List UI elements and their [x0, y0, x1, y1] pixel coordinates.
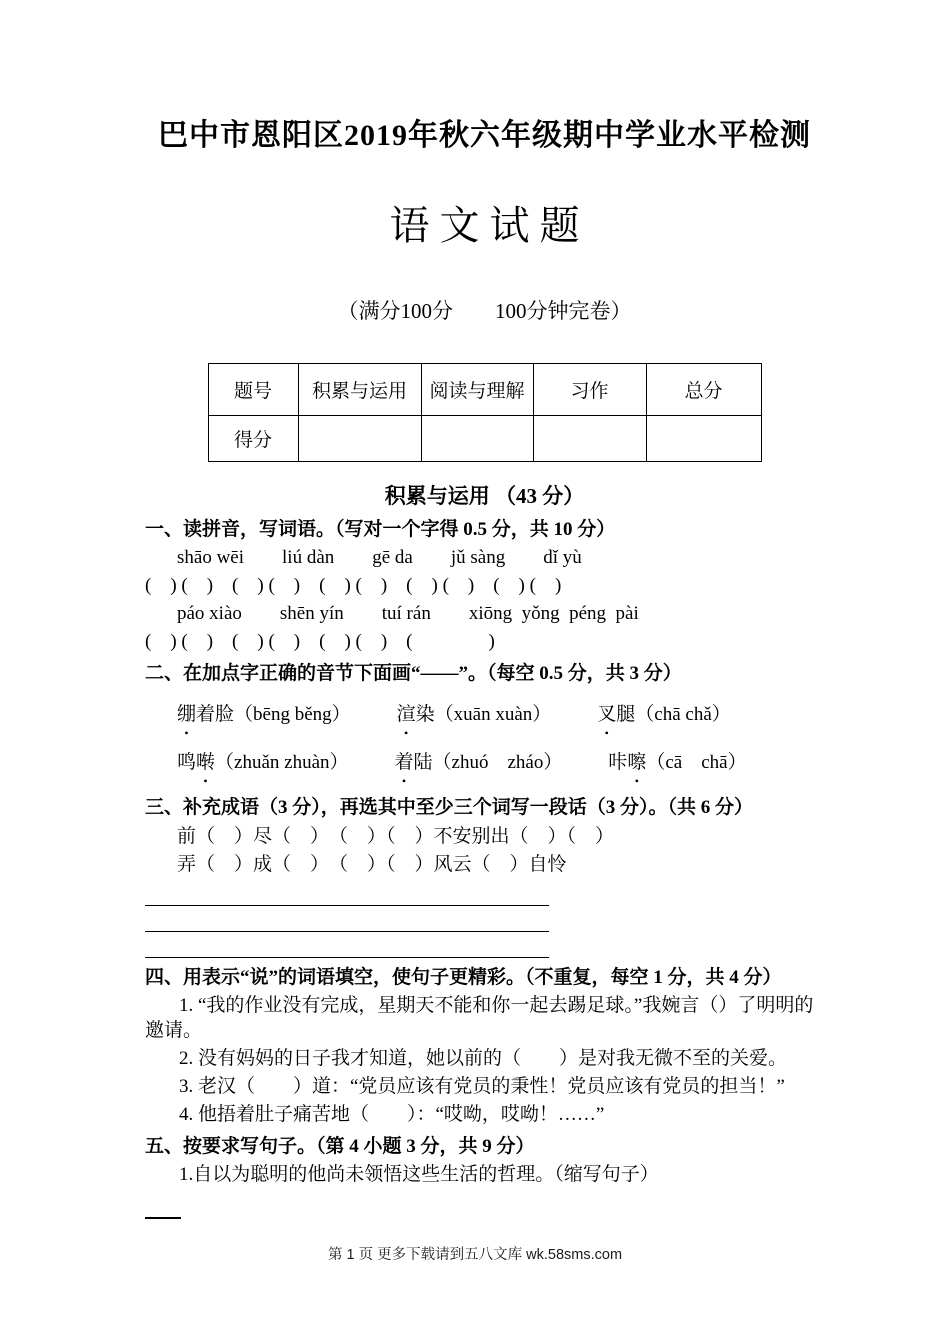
- score-input-cell-1: [298, 416, 421, 462]
- item-rest: 腿（chā chǎ）: [616, 704, 731, 726]
- item-rest: 染（xuān xuàn）: [415, 704, 552, 726]
- score-input-cell-2: [421, 416, 533, 462]
- score-header-cell-zongfen: 总分: [646, 364, 761, 416]
- q4-item-1: 1. “我的作业没有完成，星期天不能和你一起去踢足球。”我婉言（）了明明的邀请。: [145, 994, 814, 1041]
- q1-bracket-row-2: ( ) ( ) ( ) ( ) ( ) ( ) ( ): [145, 631, 495, 653]
- score-table-score-row: [208, 416, 761, 462]
- q3-heading: 三、补充成语（3 分），再选其中至少三个词写一段话（3 分）。（共 6 分）: [145, 797, 754, 819]
- answer-line-1: [145, 880, 549, 906]
- exam-note: （满分100分 100分钟完卷）: [337, 299, 632, 323]
- page-footer: 第 1 页 更多下载请到五八文库 wk.58sms.com: [327, 1247, 623, 1263]
- phonetic-item-3: [597, 699, 731, 726]
- q2-heading: 二、在加点字正确的音节下面画“——”。（每空 0.5 分，共 3 分）: [145, 663, 682, 685]
- q1-heading: 一、读拼音，写词语。（写对一个字得 0.5 分，共 10 分）: [145, 519, 616, 540]
- score-header-cell-jilei: 积累与运用: [298, 364, 421, 416]
- score-header-cell-xizuo: 习作: [533, 364, 646, 416]
- q3-idiom-line-1: 前（ ）尽（ ） （ ）（ ）不安别出（ ）（ ）: [177, 825, 615, 847]
- item-pre: 咔: [608, 752, 628, 774]
- dotted-char: 叉: [597, 704, 617, 726]
- answer-line-2: [145, 906, 549, 932]
- answer-line-3: [145, 932, 549, 958]
- dotted-char: 啭: [196, 752, 216, 774]
- q4-item-4: 4. 他捂着肚子痛苦地（ ）：“哎呦，哎呦！……”: [179, 1104, 605, 1126]
- exam-subject: 语 文 试 题: [389, 203, 580, 248]
- score-table-header-row: [208, 364, 761, 416]
- phonetic-item-5: [395, 747, 563, 774]
- dotted-char: 渲: [396, 704, 416, 726]
- dotted-char: 着: [394, 752, 414, 774]
- phonetic-item-6: [608, 747, 746, 774]
- q1-pinyin-row-2: páo xiào shēn yín tuí rán xiōng yǒng péng pài: [177, 603, 639, 625]
- score-header-cell-tihao: 题号: [208, 364, 298, 416]
- phonetic-item-2: [397, 699, 552, 726]
- phonetic-item-1: [177, 699, 351, 726]
- score-input-cell-3: [533, 416, 646, 462]
- item-pre: 鸣: [177, 752, 197, 774]
- section-heading: 积累与运用 （43 分）: [384, 484, 585, 508]
- score-header-cell-yuedu: 阅读与理解: [421, 364, 533, 416]
- question-5: [145, 1134, 824, 1187]
- q4-item-3: 3. 老汉（ ）道：“党员应该有党员的秉性！党员应该有党员的担当！”: [179, 1076, 785, 1098]
- q5-heading: 五、按要求写句子。（第 4 小题 3 分，共 9 分）: [145, 1136, 535, 1158]
- q2-row-2: [145, 747, 824, 774]
- item-rest: （cā chā）: [646, 752, 747, 774]
- q4-item-2: 2. 没有妈妈的日子我才知道，她以前的（ ）是对我无微不至的关爱。: [179, 1047, 788, 1069]
- item-rest: （zhuǎn zhuàn）: [215, 752, 349, 774]
- q2-row-1: [145, 699, 824, 726]
- question-1: [145, 517, 824, 654]
- item-rest: 着脸（bēng běng）: [196, 704, 351, 726]
- q4-heading: 四、用表示“说”的词语填空，使句子更精彩。（不重复，每空 1 分，共 4 分）: [145, 966, 782, 988]
- score-input-cell-4: [646, 416, 761, 462]
- answer-dash-line: [145, 1207, 181, 1219]
- q3-idiom-line-2: 弄（ ）成（ ） （ ）（ ）风云（ ）自怜: [177, 853, 567, 875]
- q1-pinyin-row-1: shāo wēi liú dàn gē da jǔ sàng dǐ yù: [177, 547, 582, 569]
- score-label-cell: 得分: [208, 416, 298, 462]
- item-rest: 陆（zhuó zháo）: [413, 752, 563, 774]
- q1-bracket-row-1: ( ) ( ) ( ) ( ) ( ) ( ) ( ) ( ) ( ) ( ): [145, 575, 562, 597]
- question-3: [145, 795, 824, 957]
- score-table: [208, 363, 762, 462]
- exam-title: 巴中市恩阳区2019年秋六年级期中学业水平检测: [158, 119, 811, 152]
- question-2: [145, 661, 824, 774]
- dotted-char: 嚓: [627, 752, 647, 774]
- question-4: [145, 965, 824, 1127]
- q5-item-1: 1.自以为聪明的他尚未领悟这些生活的哲理。（缩写句子）: [179, 1164, 659, 1186]
- phonetic-item-4: [177, 747, 349, 774]
- dotted-char: 绷: [177, 704, 197, 726]
